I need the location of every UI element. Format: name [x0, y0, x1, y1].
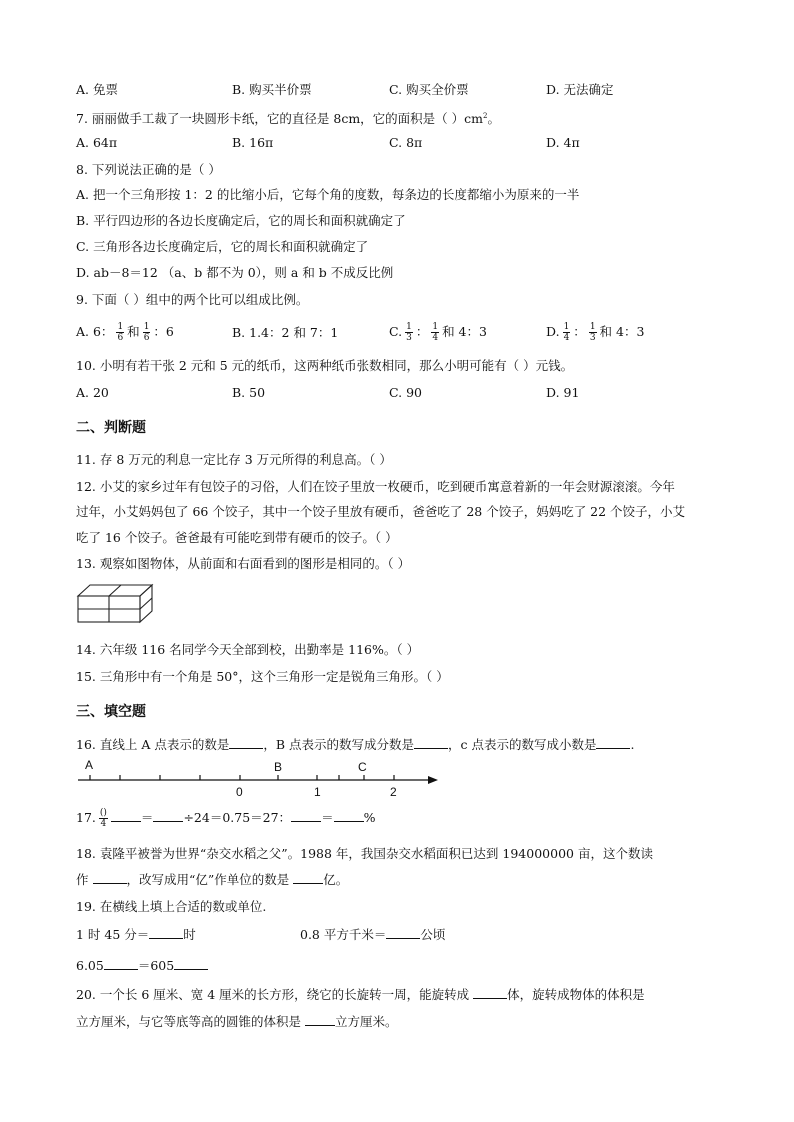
- cuboid-top-divider: [109, 585, 121, 596]
- q9d-colon: ：: [573, 324, 586, 339]
- q19-item-1-unit: 时: [183, 927, 196, 942]
- q18-part-c: 亿。: [323, 872, 349, 887]
- q20-line-2: [76, 1013, 398, 1031]
- q7-option-d: D. 4π: [546, 135, 580, 150]
- q19-item-3: [76, 957, 208, 975]
- q6-option-c: C. 购买全价票: [389, 82, 469, 97]
- q9d-fraction-2: [589, 322, 597, 343]
- denominator: 3: [406, 333, 412, 343]
- q7-option-a: A. 64π: [76, 135, 118, 150]
- denominator: 6: [143, 333, 150, 343]
- q16-blank-a[interactable]: [229, 736, 263, 749]
- q10-option-d: D. 91: [546, 385, 580, 400]
- section-heading-judgement: 二、判断题: [76, 420, 146, 436]
- q13-question: 13. 观察如图物体，从前面和右面看到的图形是相同的。（ ）: [76, 556, 411, 571]
- q10-option-b: B. 50: [232, 385, 266, 400]
- q17-equals-2: ＝: [321, 810, 334, 825]
- q16-part-3: ，c 点表示的数写成小数是: [448, 737, 597, 752]
- q7-text: 7. 丽丽做手工裁了一块圆形卡纸，它的直径是 8cm，它的面积是（ ）cm: [76, 111, 484, 127]
- q8-option-a: A. 把一个三角形按 1：2 的比缩小后，它每个角的度数，每条边的长度都缩小为原来的一半: [76, 187, 580, 202]
- q9a-fraction-2: [143, 322, 151, 343]
- q19-blank-4[interactable]: [174, 957, 208, 970]
- q19-item-2-left: 0.8 平方千米＝: [300, 927, 387, 942]
- numerator: 1: [563, 322, 570, 332]
- cuboid-figure: [76, 582, 156, 626]
- numerator: 1: [143, 322, 150, 332]
- q19-blank-1[interactable]: [149, 926, 183, 939]
- q9a-mid: 和: [127, 324, 140, 339]
- numerator: 1: [406, 322, 412, 332]
- q12-line-1: 12. 小艾的家乡过年有包饺子的习俗，人们在饺子里放一枚硬币，吃到硬币寓意着新的一年会财源滚滚。今年: [76, 479, 675, 494]
- q9-option-b: B. 1.4：2 和 7：1: [232, 325, 339, 340]
- q19-item-3-right: ＝605: [137, 958, 175, 973]
- q16-part-4: .: [630, 737, 635, 752]
- q17-blank-3[interactable]: [291, 809, 321, 822]
- q19-item-1: [76, 926, 196, 944]
- numerator: (): [99, 808, 107, 818]
- q9c-post: 和 4：3: [442, 324, 487, 339]
- q19-item-3-left: 6.05: [76, 958, 104, 973]
- q17-equals-1: ＝: [140, 810, 154, 825]
- number-line: [76, 756, 446, 798]
- q19-question: 19. 在横线上填上合适的数或单位.: [76, 899, 267, 914]
- q20-line-1: [76, 986, 645, 1004]
- point-a-label: A: [85, 758, 94, 772]
- q18-blank-2[interactable]: [293, 871, 323, 884]
- q19-blank-3[interactable]: [104, 957, 138, 970]
- q20-part-b: 体，旋转成物体的体积是: [507, 987, 645, 1002]
- denominator: 4: [432, 333, 439, 343]
- tick-label-0: 0: [236, 785, 243, 798]
- numerator: 1: [432, 322, 439, 332]
- q17-blank-2[interactable]: [153, 809, 183, 822]
- q9c-fraction-2: [431, 322, 439, 343]
- q20-part-a: 20. 一个长 6 厘米、宽 4 厘米的长方形，绕它的长旋转一周，能旋转成: [76, 987, 470, 1002]
- q8-question: 8. 下列说法正确的是（ ）: [76, 162, 221, 177]
- q9-option-c: [389, 322, 487, 343]
- q9d-pre: D.: [546, 324, 560, 339]
- q9a-fraction-1: [116, 322, 124, 343]
- q7-superscript: 2: [483, 112, 488, 120]
- q10-question: 10. 小明有若干张 2 元和 5 元的纸币，这两种纸币张数相同，那么小明可能有（ ）元钱。: [76, 358, 574, 373]
- q16-blank-b[interactable]: [414, 736, 448, 749]
- q16-blank-c[interactable]: [596, 736, 630, 749]
- q9d-post: 和 4：3: [599, 324, 645, 339]
- q20-part-d: 立方厘米。: [335, 1014, 398, 1029]
- q17-blank-4[interactable]: [334, 809, 364, 822]
- q18-part-a: 作: [76, 872, 89, 887]
- q10-option-a: A. 20: [76, 385, 109, 400]
- q20-part-c: 立方厘米，与它等底等高的圆锥的体积是: [76, 1014, 302, 1029]
- q18-part-b: ，改写成用“亿”作单位的数是: [126, 872, 290, 887]
- point-b-label: B: [274, 760, 283, 774]
- q9-option-d: [546, 322, 644, 343]
- q6-option-b: B. 购买半价票: [232, 82, 312, 97]
- q19-blank-2[interactable]: [386, 926, 420, 939]
- q16-question: [76, 736, 634, 754]
- point-c-label: C: [358, 760, 367, 774]
- q19-item-2: [300, 926, 445, 944]
- q8-option-d: D. ab－8＝12 （a、b 都不为 0），则 a 和 b 不成反比例: [76, 265, 394, 280]
- q9a-pre: A. 6：: [76, 324, 114, 339]
- q16-part-2: ，B 点表示的数写成分数是: [263, 737, 414, 752]
- q9c-pre: C.: [389, 324, 403, 339]
- q10-option-c: C. 90: [389, 385, 422, 400]
- q17-question: [76, 808, 375, 829]
- q16-part-1: 16. 直线上 A 点表示的数是: [76, 737, 230, 752]
- q8-option-c: C. 三角形各边长度确定后，它的周长和面积就确定了: [76, 239, 369, 254]
- q9-question: 9. 下面（ ）组中的两个比可以组成比例。: [76, 292, 309, 307]
- tick-label-2: 2: [390, 785, 397, 798]
- q18-line-1: 18. 袁隆平被誉为世界“杂交水稻之父”。1988 年，我国杂交水稻面积已达到 194000000 亩，这个数读: [76, 846, 653, 861]
- q15-question: 15. 三角形中有一个角是 50°，这个三角形一定是锐角三角形。（ ）: [76, 669, 449, 684]
- q19-item-1-left: 1 时 45 分＝: [76, 927, 150, 942]
- tick-label-1: 1: [314, 785, 321, 798]
- numerator: 1: [589, 322, 596, 332]
- q11-question: 11. 存 8 万元的利息一定比存 3 万元所得的利息高。（ ）: [76, 452, 392, 467]
- q7-option-c: C. 8π: [389, 135, 423, 150]
- q9c-colon: ：: [415, 324, 429, 339]
- number-line-arrow: [428, 776, 438, 784]
- q17-middle: ÷24＝0.75＝27：: [183, 810, 292, 825]
- q20-blank-2[interactable]: [305, 1013, 335, 1026]
- q20-blank-1[interactable]: [473, 986, 507, 999]
- denominator: 6: [117, 333, 124, 343]
- q7-end: 。: [487, 111, 500, 127]
- q12-line-3: 吃了 16 个饺子。爸爸最有可能吃到带有硬币的饺子。（ ）: [76, 530, 398, 545]
- q9-option-a: [76, 322, 174, 343]
- q19-item-2-unit: 公顷: [420, 927, 446, 942]
- q17-percent: %: [363, 810, 376, 825]
- q9d-fraction-1: [563, 322, 571, 343]
- denominator: 4: [563, 333, 570, 343]
- q14-question: 14. 六年级 116 名同学今天全部到校，出勤率是 116%。（ ）: [76, 642, 420, 657]
- q18-blank-1[interactable]: [93, 871, 127, 884]
- q9c-fraction-1: [405, 322, 413, 343]
- q18-line-2: [76, 871, 348, 889]
- q17-blank-1[interactable]: [111, 809, 141, 822]
- q9a-post: ：6: [153, 324, 174, 339]
- q6-option-a: A. 免票: [76, 82, 118, 97]
- q6-option-d: D. 无法确定: [546, 82, 614, 97]
- numerator: 1: [117, 322, 124, 332]
- denominator: 3: [589, 333, 596, 343]
- cuboid-right-divider: [140, 598, 152, 609]
- q7-option-b: B. 16π: [232, 135, 274, 150]
- section-heading-fill-blank: 三、填空题: [76, 704, 146, 720]
- q17-number: 17.: [76, 810, 96, 825]
- q17-fraction: [99, 808, 108, 829]
- q8-option-b: B. 平行四边形的各边长度确定后，它的周长和面积就确定了: [76, 213, 406, 228]
- q12-line-2: 过年，小艾妈妈包了 66 个饺子，其中一个饺子里放有硬币，爸爸吃了 28 个饺子，妈妈吃了 22 个饺子，小艾: [76, 504, 686, 519]
- denominator: 4: [100, 819, 107, 829]
- q7-question: [76, 107, 500, 128]
